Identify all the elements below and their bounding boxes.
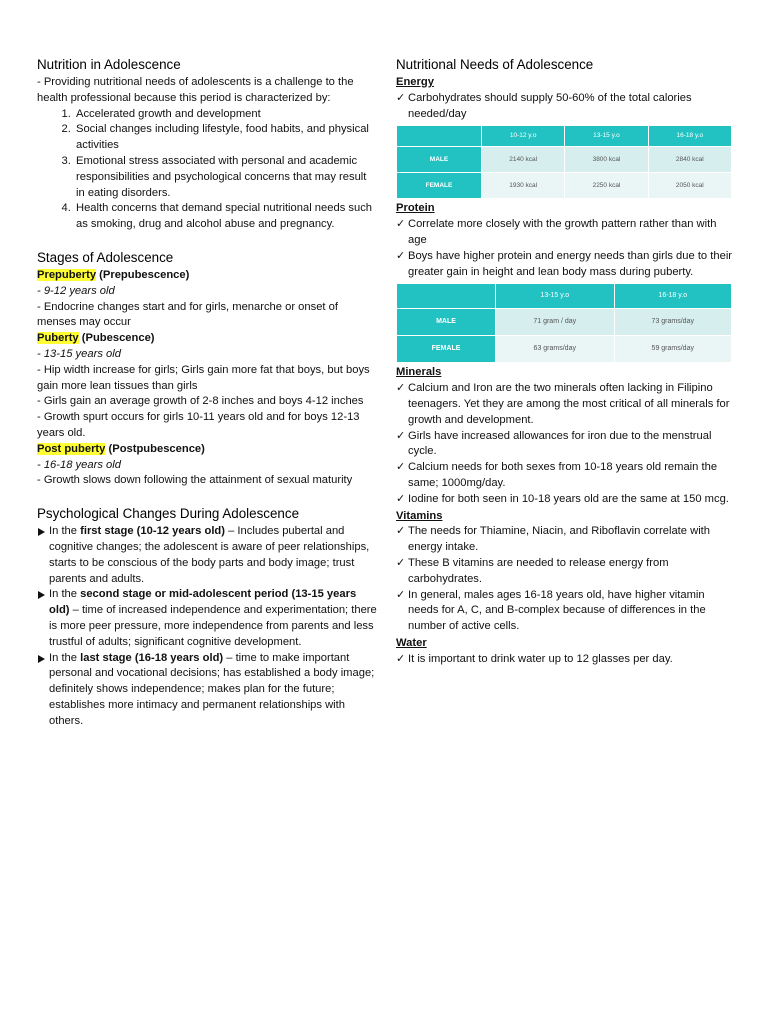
puberty-label: Puberty — [37, 332, 79, 345]
list-item: 1. Accelerated growth and development — [74, 107, 377, 123]
puberty-desc-3: - Growth spurt occurs for girls 10-11 years old and for boys 12-13 years old. — [37, 411, 360, 439]
table-cell: 71 gram / day — [496, 309, 615, 336]
list-item: ✓ Calcium and Iron are the two minerals often lacking in Filipino teenagers. Yet they are among the most critical of all minerals for growth and development. — [396, 382, 730, 426]
table-corner-cell — [397, 126, 482, 147]
table-cell: 73 grams/day — [614, 309, 731, 336]
puberty-alt: (Pubescence) — [81, 332, 155, 345]
stages-title: Stages of Adolescence — [37, 249, 174, 265]
nutrition-intro: - Providing nutritional needs of adolescents is a challenge to the health professional because this period is characterized by: — [37, 76, 354, 104]
table-header-cell: 16-18 y.o — [648, 126, 731, 147]
prepuberty-alt: (Prepubescence) — [99, 268, 190, 281]
vitamins-list — [396, 524, 736, 635]
table-corner-cell — [397, 284, 496, 309]
needs-title: Nutritional Needs of Adolescence — [396, 57, 594, 72]
protein-heading: Protein — [396, 202, 435, 215]
table-cell: 2250 kcal — [565, 173, 648, 199]
postpuberty-heading — [37, 442, 377, 458]
vitamins-heading: Vitamins — [396, 509, 443, 522]
table-header-cell: 13-15 y.o — [565, 126, 648, 147]
left-column — [37, 56, 377, 729]
energy-heading: Energy — [396, 76, 434, 88]
list-item: ✓ Boys have higher protein and energy needs than girls due to their greater gain in height and lean body mass during puberty. — [396, 249, 733, 278]
table-header-cell: 16-18 y.o — [614, 284, 731, 309]
checkmark-icon: ✓ — [396, 525, 406, 538]
prepuberty-label: Prepuberty — [37, 268, 97, 281]
checkmark-icon: ✓ — [396, 91, 406, 104]
puberty-desc-1: - Hip width increase for girls; Girls gain more fat that boys, but boys gain more lean tissues than girls — [37, 363, 370, 392]
list-item: ✓ Girls have increased allowances for iron due to the menstrual cycle. — [396, 429, 712, 458]
puberty-heading — [37, 331, 377, 347]
list-item: ✓ Correlate more closely with the growth pattern rather than with age — [396, 218, 717, 246]
table-header-row — [397, 284, 732, 309]
energy-list — [396, 91, 736, 123]
psych-list — [37, 524, 377, 729]
table-row-label: FEMALE — [397, 336, 496, 363]
checkmark-icon: ✓ — [396, 461, 406, 474]
list-item: ✓ The needs for Thiamine, Niacin, and Riboflavin correlate with energy intake. — [396, 525, 711, 554]
postpuberty-desc: - Growth slows down following the attainment of sexual maturity — [37, 474, 353, 487]
minerals-list — [396, 381, 736, 507]
table-cell: 59 grams/day — [614, 336, 731, 363]
minerals-heading: Minerals — [396, 366, 442, 379]
table-cell: 2840 kcal — [648, 147, 731, 173]
checkmark-icon: ✓ — [396, 588, 406, 601]
postpuberty-label: Post puberty — [37, 442, 106, 455]
list-item: ✓ Carbohydrates should supply 50-60% of the total calories needed/day — [396, 91, 692, 120]
table-cell: 2050 kcal — [648, 173, 731, 199]
table-cell: 1930 kcal — [482, 173, 565, 199]
list-item: 3. Emotional stress associated with personal and academic responsibilities and psychological concerns that may result in eating disorders. — [74, 154, 377, 201]
table-row — [397, 147, 732, 173]
table-cell: 2140 kcal — [482, 147, 565, 173]
checkmark-icon: ✓ — [396, 382, 406, 395]
table-cell: 63 grams/day — [496, 336, 615, 363]
table-row-label: MALE — [397, 309, 496, 336]
checkmark-icon: ✓ — [396, 492, 406, 505]
checkmark-icon: ✓ — [396, 652, 406, 665]
table-row — [397, 336, 732, 363]
list-item: ✓ Iodine for both seen in 10-18 years old are the same at 150 mcg. — [396, 492, 736, 508]
list-item: ✓ Calcium needs for both sexes from 10-18 years old remain the same; 1000mg/day. — [396, 461, 718, 489]
list-item: ✓ In general, males ages 16-18 years old, have higher vitamin needs for A, C, and B-complex because of differences in the number of active cells. — [396, 588, 706, 633]
checkmark-icon: ✓ — [396, 429, 406, 442]
list-item: In the second stage or mid-adolescent period (13-15 years old) – time of increased independence and experimentation; there is more peer pressure, more independence from parents and less trustful of adults; significant cognitive development. — [37, 587, 377, 650]
list-item: 2. Social changes including lifestyle, food habits, and physical activities — [74, 122, 377, 154]
nutrition-list — [37, 107, 377, 233]
nutrition-title: Nutrition in Adolescence — [37, 57, 181, 72]
table-cell: 3800 kcal — [565, 147, 648, 173]
psych-title: Psychological Changes During Adolescence — [37, 506, 300, 522]
checkmark-icon: ✓ — [396, 249, 406, 262]
list-item: 4. Health concerns that demand special nutritional needs such as smoking, drug and alcohol abuse and pregnancy. — [74, 201, 377, 233]
postpuberty-age: - 16-18 years old — [37, 458, 121, 471]
table-header-row — [397, 126, 732, 147]
table-row — [397, 173, 732, 199]
right-column — [396, 56, 736, 668]
table-row — [397, 309, 732, 336]
prepuberty-heading — [37, 268, 377, 284]
protein-list — [396, 217, 736, 280]
water-list — [396, 652, 736, 668]
table-row-label: MALE — [397, 147, 482, 173]
water-heading: Water — [396, 636, 427, 649]
checkmark-icon: ✓ — [396, 556, 406, 569]
postpuberty-alt: (Postpubescence) — [108, 442, 205, 455]
prepuberty-desc: - Endocrine changes start and for girls, menarche or onset of menses may occur — [37, 300, 338, 329]
puberty-desc-2: - Girls gain an average growth of 2-8 inches and boys 4-12 inches — [37, 395, 364, 408]
list-item: In the first stage (10-12 years old) – Includes pubertal and cognitive changes; the adolescent is aware of peer relationships, starts to be conscious of the body parts and body image; trust parents and adults. — [37, 524, 377, 587]
protein-table — [396, 283, 732, 363]
table-row-label: FEMALE — [397, 173, 482, 199]
energy-table — [396, 125, 732, 199]
list-item: In the last stage (16-18 years old) – time to make important personal and vocational decisions; has established a body image; definitely shows independence; makes plan for the future; establishes more intimacy and permanent relationships with others. — [37, 651, 377, 730]
checkmark-icon: ✓ — [396, 218, 406, 231]
table-header-cell: 10-12 y.o — [482, 126, 565, 147]
list-item: ✓ It is important to drink water up to 12 glasses per day. — [396, 652, 736, 668]
prepuberty-age: - 9-12 years old — [37, 284, 115, 297]
list-item: ✓ These B vitamins are needed to release energy from carbohydrates. — [396, 556, 669, 585]
puberty-age: - 13-15 years old — [37, 347, 121, 360]
table-header-cell: 13-15 y.o — [496, 284, 615, 309]
